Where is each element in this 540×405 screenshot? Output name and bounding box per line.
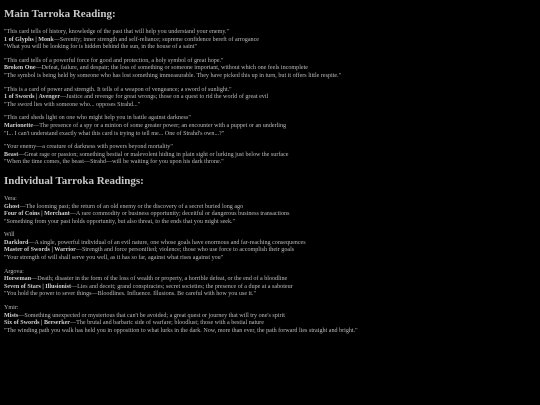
individual-reading <box>4 196 536 226</box>
reading-quote: "What you will be looking for is hidden behind the sun, in the house of a saint" <box>4 44 198 51</box>
reader-name: Will <box>4 232 15 239</box>
reader-name: Ymir: <box>4 305 19 312</box>
reading-card-line <box>4 65 536 73</box>
card-name: Horseman <box>4 276 32 283</box>
reading-quote: "The symbol is being held by someone who has lost something immeasurable. They have picked this up in turn, but it offers little respite." <box>4 72 342 79</box>
card-name: Beast <box>4 151 19 158</box>
reading-quote: "The winding path you walk has held you in opposition to what lurks in the dark. Now, more than ever, the path forward lies straight and bright." <box>4 327 358 334</box>
card-name: Broken One <box>4 65 36 72</box>
reading-card-line <box>4 320 536 328</box>
card-name: Seven of Stars | Illusionist <box>4 283 72 290</box>
card-meaning: —The brutal and barbaric side of warfare; bloodlust; those with a bestial nature <box>70 320 264 327</box>
card-name: Mists <box>4 312 19 319</box>
reading-block <box>4 87 536 110</box>
reading-intro: "This card tells of history, knowledge of the past that will help you understand your enemy." <box>4 29 230 35</box>
card-name: Four of Coins | Merchant <box>4 211 70 218</box>
reading-card-line <box>4 211 536 219</box>
card-meaning: —The presence of a spy or a minion of some greater power; an encounter with a puppet or an underling <box>33 122 287 129</box>
card-meaning: —Strength and force personified; violence; those who use force to accomplish their goals <box>75 247 295 254</box>
reading-quote: "The sword lies with someone who... opposes Strahd..." <box>4 101 141 108</box>
reading-intro: "This card sheds light on one who might help you in battle against darkness" <box>4 115 191 122</box>
reading-card-line <box>4 204 536 212</box>
card-name: 1 of Glyphs | Monk <box>4 36 54 43</box>
reading-quote: "Something from your past holds opportunity, but also threat, to the ends that you might seek." <box>4 218 236 225</box>
main-reading-heading: Main Tarroka Reading: <box>4 8 116 20</box>
card-meaning: —Death; disaster in the form of the loss of wealth or property, a horrible defeat, or the end of a bloodline <box>31 276 288 283</box>
reading-quote: "You hold the power to sever things—Bloodlines. Influence. Illusions. Be careful with how you use it." <box>4 291 256 298</box>
card-name: Darklord <box>4 239 29 246</box>
card-name: Marionette <box>4 122 34 129</box>
card-name: Six of Swords | Berserker <box>4 320 70 327</box>
reader-name: Vera: <box>4 195 17 202</box>
card-name: 1 of Swords | Avenger <box>4 94 61 101</box>
card-meaning: —The looming past; the return of an old enemy or the discovery of a secret buried long ago <box>19 203 244 210</box>
card-meaning: —Defeat, failure, and despair; the loss of something or someone important, without which one feels incomplete <box>35 65 309 72</box>
card-meaning: —Something unexpected or mysterious that can't be avoided; a great quest or journey that will try one's spirit <box>18 312 285 319</box>
reading-block <box>4 115 536 138</box>
reader-name: Argova: <box>4 268 24 275</box>
reading-block <box>4 144 536 167</box>
reading-quote: "Your strength of will shall serve you well, as it has so far, against what rises against you" <box>4 255 224 262</box>
card-meaning: —Great rage or passion; something bestial or malevolent hiding in plain sight or lurking just below the surface <box>18 151 289 158</box>
card-meaning: —A single, powerful individual of an evil nature, one whose goals have enormous and far-reaching consequences <box>28 239 306 246</box>
reading-intro: "This card tells of a powerful force for good and protection, a holy symbol of great hope." <box>4 57 224 64</box>
main-reading-list <box>4 29 536 167</box>
reading-intro: "Your enemy—a creature of darkness with powers beyond mortality" <box>4 144 173 151</box>
individual-readings-heading: Individual Tarroka Readings: <box>4 174 144 187</box>
card-name: Master of Swords | Warrior <box>4 247 76 254</box>
reading-quote: "When the time comes, the beast—Strahd—will be waiting for you upon his dark throne." <box>4 159 224 166</box>
card-name: Ghost <box>4 203 20 210</box>
reading-block <box>4 29 536 52</box>
card-meaning: —Justice and revenge for great wrongs; those on a quest to rid the world of great evil <box>60 94 269 101</box>
reading-block <box>4 58 536 81</box>
card-meaning: —Lies and deceit; grand conspiracies; secret societies; the presence of a dupe at a saboteur <box>71 283 293 290</box>
reading-card-line <box>4 94 536 102</box>
individual-reading-list <box>4 196 536 336</box>
card-meaning: —Serenity; inner strength and self-reliance; supreme confidence bereft of arrogance <box>53 36 259 43</box>
reading-quote: "I... I can't understand exactly what this card is trying to tell me... One of Strahd's own...?" <box>4 130 225 137</box>
card-meaning: —A rare commodity or business opportunity; deceitful or dangerous business transactions <box>69 211 290 218</box>
reading-card-line <box>4 276 536 284</box>
individual-reading <box>4 305 536 335</box>
reading-card-line <box>4 123 536 131</box>
individual-reading <box>4 269 536 299</box>
reading-card-line <box>4 247 536 255</box>
individual-reading <box>4 232 536 262</box>
reading-intro: "This is a card of power and strength. It tells of a weapon of vengeance; a sword of sunlight." <box>4 86 232 93</box>
